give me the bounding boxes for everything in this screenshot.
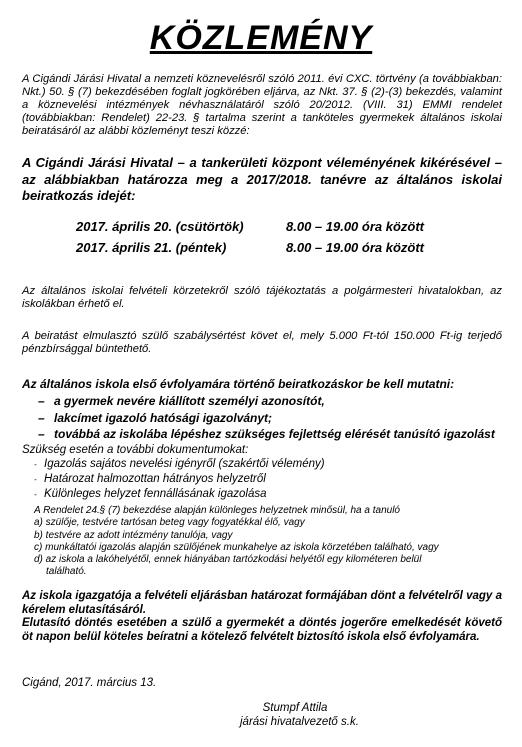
bullet-icon: - [34, 490, 37, 499]
signatory-role: járási hivatalvezető s.k. [240, 715, 359, 728]
special-situation-section [34, 505, 504, 579]
penalty-paragraph: A beiratást elmulasztó szülő szabálysértést követ el, mely 5.000 Ft-tól 150.000 Ft-ig terjedő pénzbírsággal büntethető. [22, 330, 502, 355]
enrollment-time: 8.00 – 19.00 óra között [286, 219, 425, 234]
list-item: – a gyermek nevére kiállított személyi azonosítót, [38, 394, 325, 408]
extra-documents-title: Szükség esetén a további dokumentumokat: [22, 444, 249, 456]
list-item: – továbbá az iskolába lépéshez szükséges fejlettség elérését tanúsító igazolást [38, 427, 495, 441]
requirements-list [38, 393, 508, 443]
list-item: – lakcímet igazoló hatósági igazolványt; [38, 410, 273, 425]
districts-paragraph: Az általános iskolai felvételi körzetekről szóló tájékoztatás a polgármesteri hivatalokban, az iskolákban érhető el. [22, 285, 502, 310]
signatory-name: Stumpf Attila [262, 702, 328, 714]
dash-icon: – [38, 410, 45, 425]
list-item: - Különleges helyzet fennállásának igazolása [34, 488, 267, 500]
bullet-icon: - [34, 460, 37, 469]
bullet-icon: - [34, 475, 37, 484]
extra-documents-list [34, 457, 325, 502]
intro-paragraph: A Cigándi Járási Hivatal a nemzeti köznevelésről szóló 2011. évi CXC. törtvény (a továbbiakban: Nkt.) 50. § (7) bekezdésében foglalt jogkörében eljárva, az Nkt. 37. § (2)-(3) bekezdés, valamint a köznevelési intézmények névhasználatáról szóló 20/2012. (VIII. 31) EMMI rendelet (továbbiakban: Rendelet) 22-23. § tartalma szerint a tanköteles gyermekek általános iskolai beiratásáról az alábbi közleményt teszi közzé: [22, 73, 502, 137]
list-item-continuation: található. [46, 566, 87, 578]
decision-paragraph: A Cigándi Járási Hivatal – a tankerületi központ véleményének kikérésével – az alábbiakban határozza meg a 2017/2018. tanévre az általános iskolai beiratkozás idejét: [22, 155, 502, 203]
list-item: a) szülője, testvére tartósan beteg vagy fogyatékkal élő, vagy [34, 517, 305, 529]
enrollment-date: 2017. április 21. (péntek) [76, 240, 227, 255]
enrollment-time: 8.00 – 19.00 óra között [286, 240, 425, 255]
page-title: KÖZLEMÉNY [149, 19, 373, 57]
list-item: - Igazolás sajátos nevelési igényről (szakértői vélemény) [34, 458, 325, 470]
dash-icon: – [38, 394, 45, 408]
list-item: b) testvére az adott intézmény tanulója, vagy [34, 529, 233, 541]
dash-icon: – [38, 427, 45, 441]
closing-paragraph: Elutasító döntés esetében a szülő a gyermekét a döntés jogerőre emelkedését követő öt napon belül köteles beíratni a kötelező felvételt biztosító iskola első évfolyamára. [22, 617, 502, 643]
closing-paragraph: Az iskola igazgatója a felvételi eljárásban határozat formájában dönt a felvételről vagy a kérelem elutasításáról. [22, 590, 502, 616]
closing-section [22, 590, 502, 644]
special-situation-intro: A Rendelet 24.§ (7) bekezdése alapján különleges helyzetnek minősül, ha a tanuló [34, 505, 400, 516]
list-item: c) munkáltatói igazolás alapján szülőjének munkahelye az iskola körzetében található, vagy [34, 541, 439, 553]
list-item: d) az iskola a lakóhelyétől, ennek hiányában tartózkodási helyétől egy kilométeren belül [34, 554, 422, 566]
enrollment-date-row [76, 240, 424, 256]
signature-block [240, 702, 359, 729]
place-date: Cigánd, 2017. március 13. [22, 677, 157, 689]
requirements-title: Az általános iskola első évfolyamára történő beiratkozáskor be kell mutatni: [22, 377, 455, 391]
enrollment-date: 2017. április 20. (csütörtök) [76, 219, 244, 234]
list-item: - Határozat halmozottan hátrányos helyzetről [34, 473, 266, 485]
enrollment-date-row [76, 219, 424, 235]
